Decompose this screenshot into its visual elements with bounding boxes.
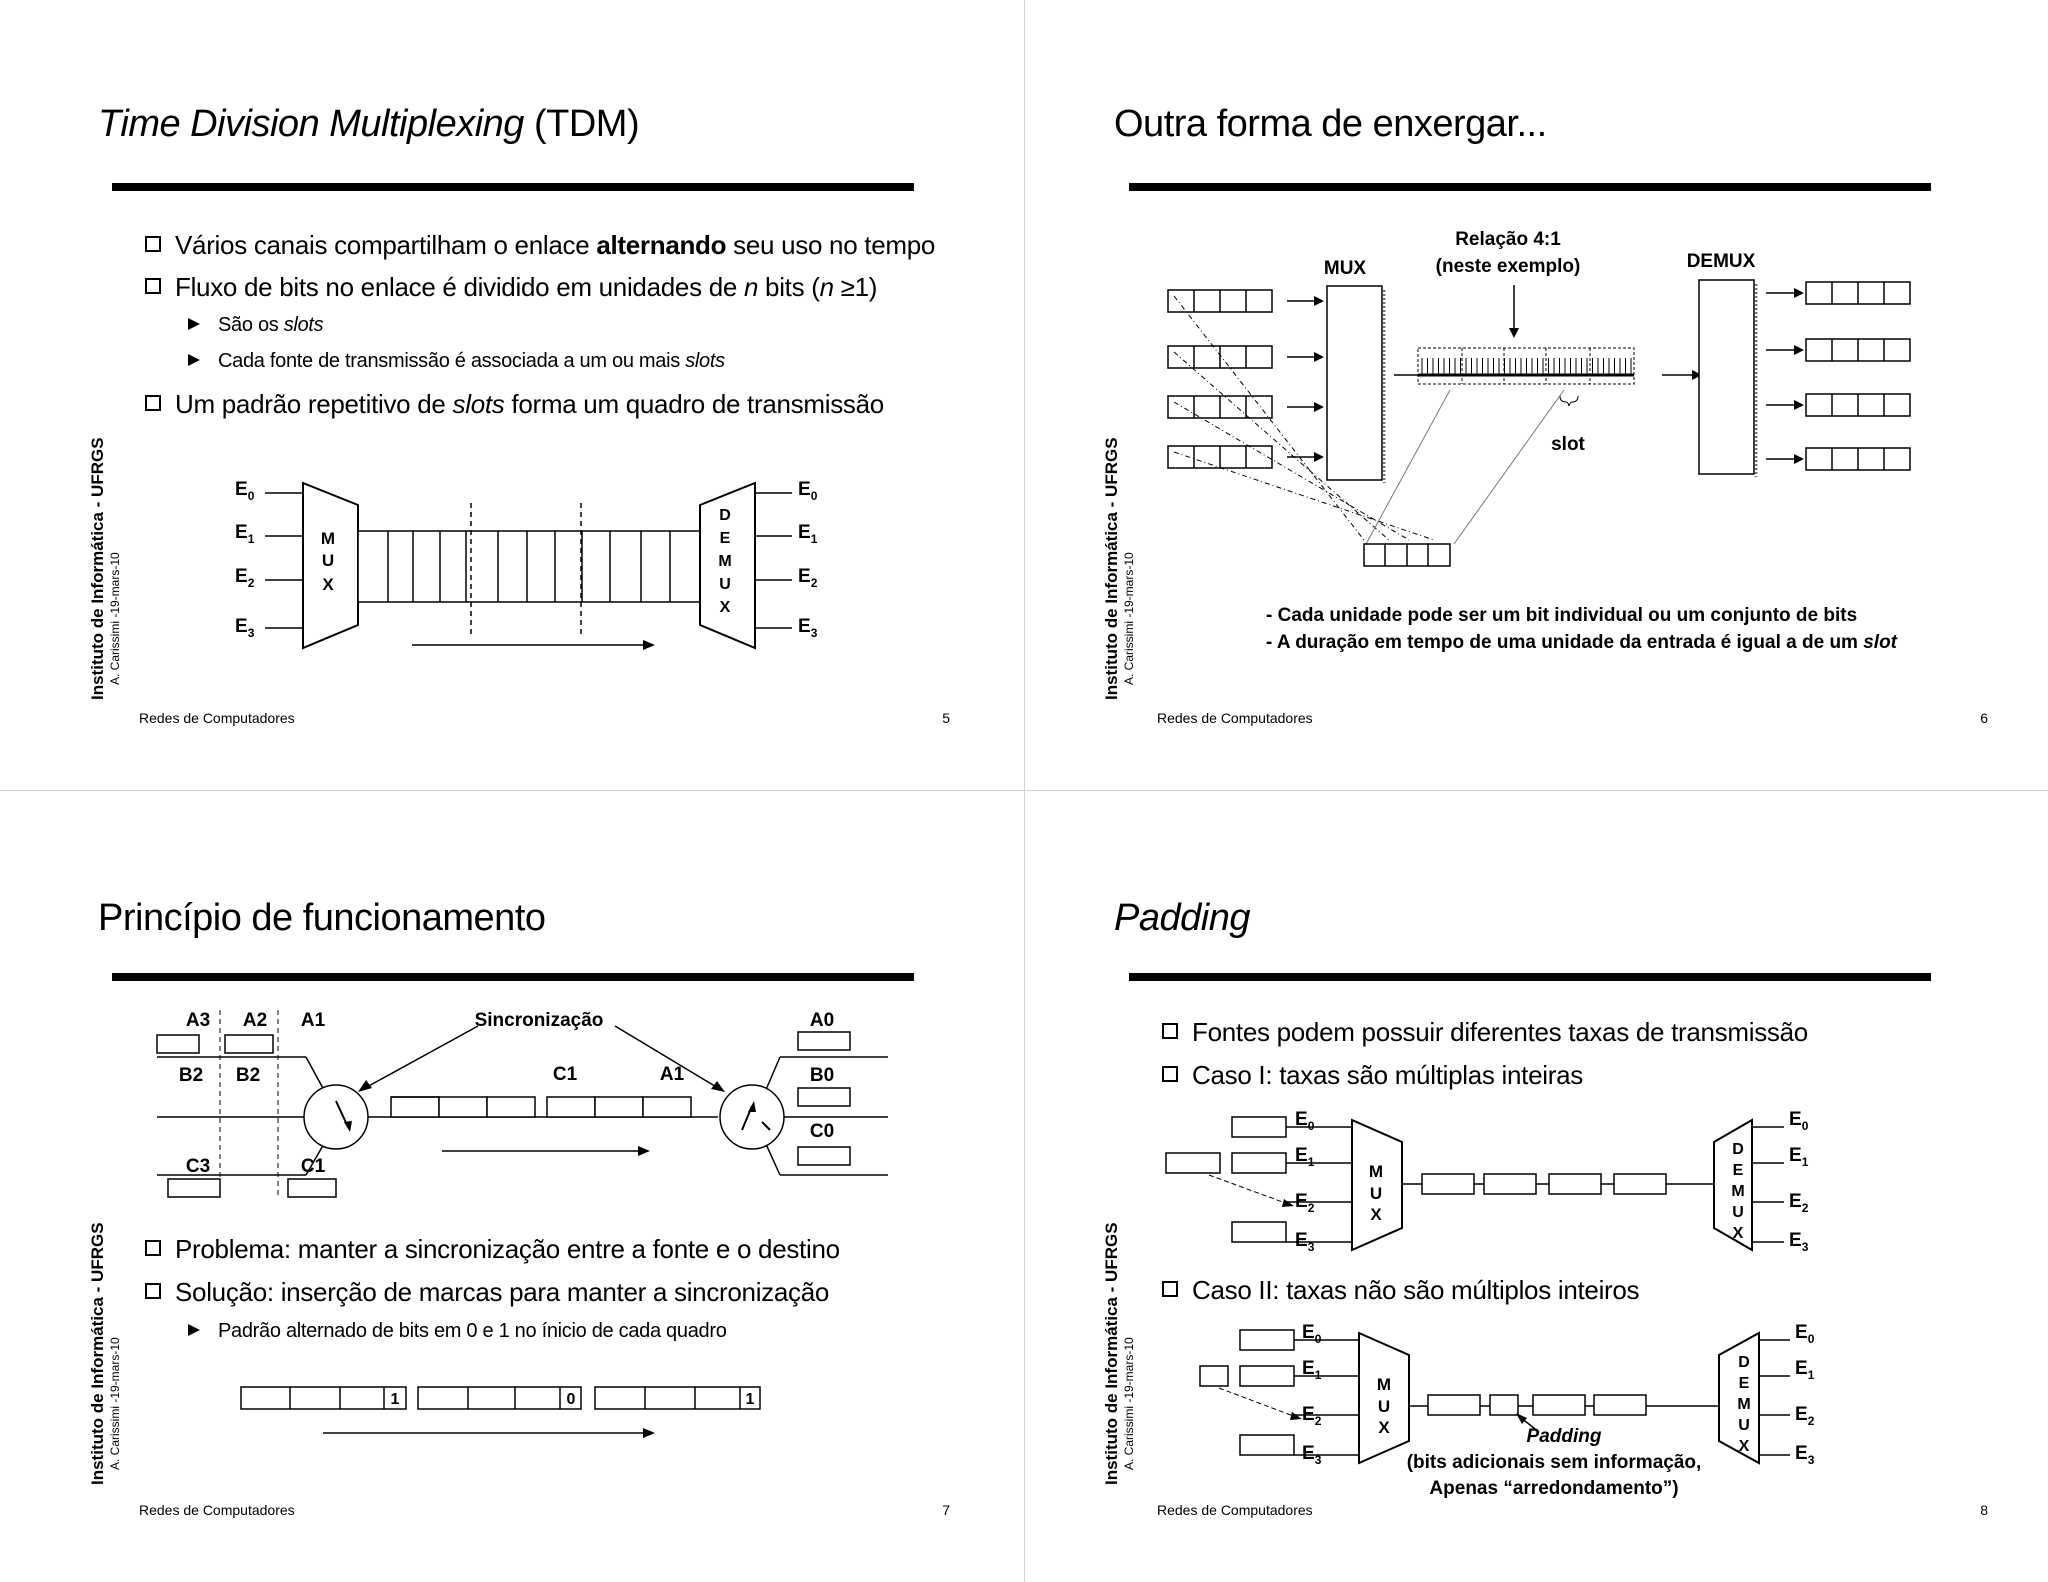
side-institution: Instituto de Informática - UFRGS	[88, 1222, 107, 1485]
svg-text:M: M	[1731, 1183, 1745, 1200]
padding-diagram	[1014, 792, 2038, 1582]
demux-block	[1699, 280, 1754, 474]
page-number: 8	[1980, 1502, 1988, 1518]
mux-letter: X	[322, 575, 334, 594]
svg-text:D: D	[1738, 1354, 1750, 1371]
slot-label: C3	[185, 1156, 211, 1177]
output-label: $E_2$	[798, 566, 818, 590]
slot-label: C0	[809, 1121, 835, 1142]
page-number: 7	[942, 1502, 950, 1518]
slide-6	[1014, 0, 2038, 790]
side-author-date: A. Carissimi -19-mars-10	[1122, 1337, 1136, 1470]
bullet-item: Vários canais compartilham o enlace alternando seu uso no tempo	[145, 230, 935, 261]
mux-block	[1327, 286, 1382, 480]
svg-text:E0: $E_0$	[1789, 1109, 1809, 1133]
side-institution: Instituto de Informática - UFRGS	[1102, 437, 1121, 700]
svg-text:E1: $E_1$	[1302, 1358, 1322, 1382]
frame-link	[358, 531, 700, 602]
slot-label: slot	[1551, 434, 1585, 455]
output-label: $E_0$	[798, 479, 818, 503]
sync-bit: 1	[745, 1391, 755, 1408]
slot-label: C1	[300, 1156, 326, 1177]
slide-8	[1014, 792, 2038, 1582]
mux-ratio-diagram	[1014, 0, 2038, 790]
bullet-item: Fluxo de bits no enlace é dividido em unidades de n bits (n ≥1)	[145, 272, 877, 303]
input-label: $E_2$	[235, 566, 255, 590]
side-institution: Instituto de Informática - UFRGS	[88, 437, 107, 700]
side-institution: Instituto de Informática - UFRGS	[1102, 1222, 1121, 1485]
mux-letter: M	[320, 529, 336, 548]
slide-title: Princípio de funcionamento	[98, 897, 546, 939]
input-label: $E_0$	[1295, 1109, 1315, 1133]
footer-text: Redes de Computadores	[139, 710, 295, 726]
page-number: 6	[1980, 710, 1988, 726]
input-label: $E_1$	[235, 522, 255, 546]
bullet-item: Problema: manter a sincronização entre a fonte e o destino	[145, 1234, 840, 1265]
svg-text:E3: $E_3$	[1789, 1230, 1809, 1254]
svg-text:M: M	[1368, 1162, 1384, 1181]
svg-text:E0: $E_0$	[1302, 1322, 1322, 1346]
svg-text:E2: $E_2$	[1795, 1404, 1815, 1428]
svg-text:E3: $E_3$	[1795, 1443, 1815, 1467]
padding-label: Padding	[1526, 1426, 1602, 1447]
output-label: $E_1$	[798, 522, 818, 546]
slide-7	[0, 792, 1024, 1582]
note-text: - Cada unidade pode ser um bit individual ou um conjunto de bits	[1266, 605, 1858, 626]
slot-label: A0	[809, 1010, 835, 1031]
slot-label: A1	[659, 1064, 685, 1085]
padding-note: Apenas “arredondamento”)	[1429, 1478, 1679, 1499]
sync-label: Sincronização	[474, 1010, 604, 1031]
svg-text:E: E	[1738, 1375, 1750, 1392]
bullet-item: Caso II: taxas não são múltiplos inteiros	[1162, 1275, 1639, 1306]
slot-label: B2	[178, 1065, 204, 1086]
mux-label: MUX	[1323, 258, 1367, 279]
ratio-label: (neste exemplo)	[1435, 256, 1581, 277]
demux-letter: M	[718, 553, 732, 570]
note-text: - A duração em tempo de uma unidade da entrada é igual a de um slot	[1266, 632, 1898, 653]
side-author-date: A. Carissimi -19-mars-10	[108, 552, 122, 685]
padding-note: (bits adicionais sem informação,	[1406, 1452, 1702, 1473]
sync-bit: 1	[390, 1391, 400, 1408]
slot-label: B0	[809, 1065, 835, 1086]
ratio-label: Relação 4:1	[1455, 229, 1561, 250]
horizontal-page-divider	[0, 790, 2048, 791]
bullet-item: Caso I: taxas são múltiplas inteiras	[1162, 1060, 1583, 1091]
bullet-item: Um padrão repetitivo de slots forma um quadro de transmissão	[145, 389, 884, 420]
mux-letter: U	[321, 551, 335, 570]
footer-text: Redes de Computadores	[1157, 710, 1313, 726]
demux-letter: D	[719, 507, 731, 524]
svg-text:M: M	[1376, 1375, 1392, 1394]
sync-bit: 0	[566, 1391, 576, 1408]
demux-letter: X	[719, 599, 731, 616]
slide-title: Outra forma de enxergar...	[1114, 103, 1547, 145]
svg-text:E1: $E_1$	[1789, 1145, 1809, 1169]
svg-text:X: X	[1370, 1205, 1382, 1224]
slot-label: C1	[552, 1064, 578, 1085]
input-label: $E_3$	[1295, 1230, 1315, 1254]
svg-text:X: X	[1738, 1438, 1750, 1455]
svg-text:E0: $E_0$	[1795, 1322, 1815, 1346]
sub-bullet-item: São os slots	[188, 314, 323, 337]
page-number: 5	[942, 710, 950, 726]
output-label: $E_3$	[798, 616, 818, 640]
slide-title: Padding	[1114, 897, 1250, 939]
bullet-item: Fontes podem possuir diferentes taxas de transmissão	[1162, 1017, 1808, 1048]
svg-text:U: U	[1377, 1397, 1391, 1416]
demux-label: DEMUX	[1686, 251, 1756, 272]
slot-label: B2	[235, 1065, 261, 1086]
slot-label: A1	[300, 1010, 326, 1031]
svg-text:U: U	[1738, 1417, 1750, 1434]
frame-bits-diagram	[0, 792, 1024, 1582]
sub-bullet-item: Padrão alternado de bits em 0 e 1 no ínicio de cada quadro	[188, 1320, 727, 1343]
svg-text:U: U	[1732, 1204, 1744, 1221]
input-label: $E_3$	[235, 616, 255, 640]
svg-text:E2: $E_2$	[1302, 1404, 1322, 1428]
input-label: $E_1$	[1295, 1145, 1315, 1169]
input-label: $E_2$	[1295, 1191, 1315, 1215]
sub-bullet-item: Cada fonte de transmissão é associada a um ou mais slots	[188, 350, 725, 373]
svg-text:E1: $E_1$	[1795, 1358, 1815, 1382]
demux-letter: U	[719, 576, 731, 593]
svg-text:D: D	[1732, 1141, 1744, 1158]
slot-label: A3	[185, 1010, 211, 1031]
demux-letter: E	[719, 530, 731, 547]
svg-text:E: E	[1732, 1162, 1744, 1179]
svg-text:X: X	[1378, 1418, 1390, 1437]
bullet-item: Solução: inserção de marcas para manter a sincronização	[145, 1277, 829, 1308]
svg-text:E3: $E_3$	[1302, 1443, 1322, 1467]
input-label: $E_0$	[235, 479, 255, 503]
svg-text:M: M	[1737, 1396, 1751, 1413]
svg-text:E2: $E_2$	[1789, 1191, 1809, 1215]
slide-title: Time Division Multiplexing (TDM)	[98, 103, 640, 145]
footer-text: Redes de Computadores	[1157, 1502, 1313, 1518]
side-author-date: A. Carissimi -19-mars-10	[108, 1337, 122, 1470]
svg-text:X: X	[1732, 1225, 1744, 1242]
slide-5	[0, 0, 1024, 790]
footer-text: Redes de Computadores	[139, 1502, 295, 1518]
tdm-diagram	[0, 0, 1024, 790]
side-author-date: A. Carissimi -19-mars-10	[1122, 552, 1136, 685]
slot-label: A2	[242, 1010, 268, 1031]
svg-text:U: U	[1369, 1184, 1383, 1203]
